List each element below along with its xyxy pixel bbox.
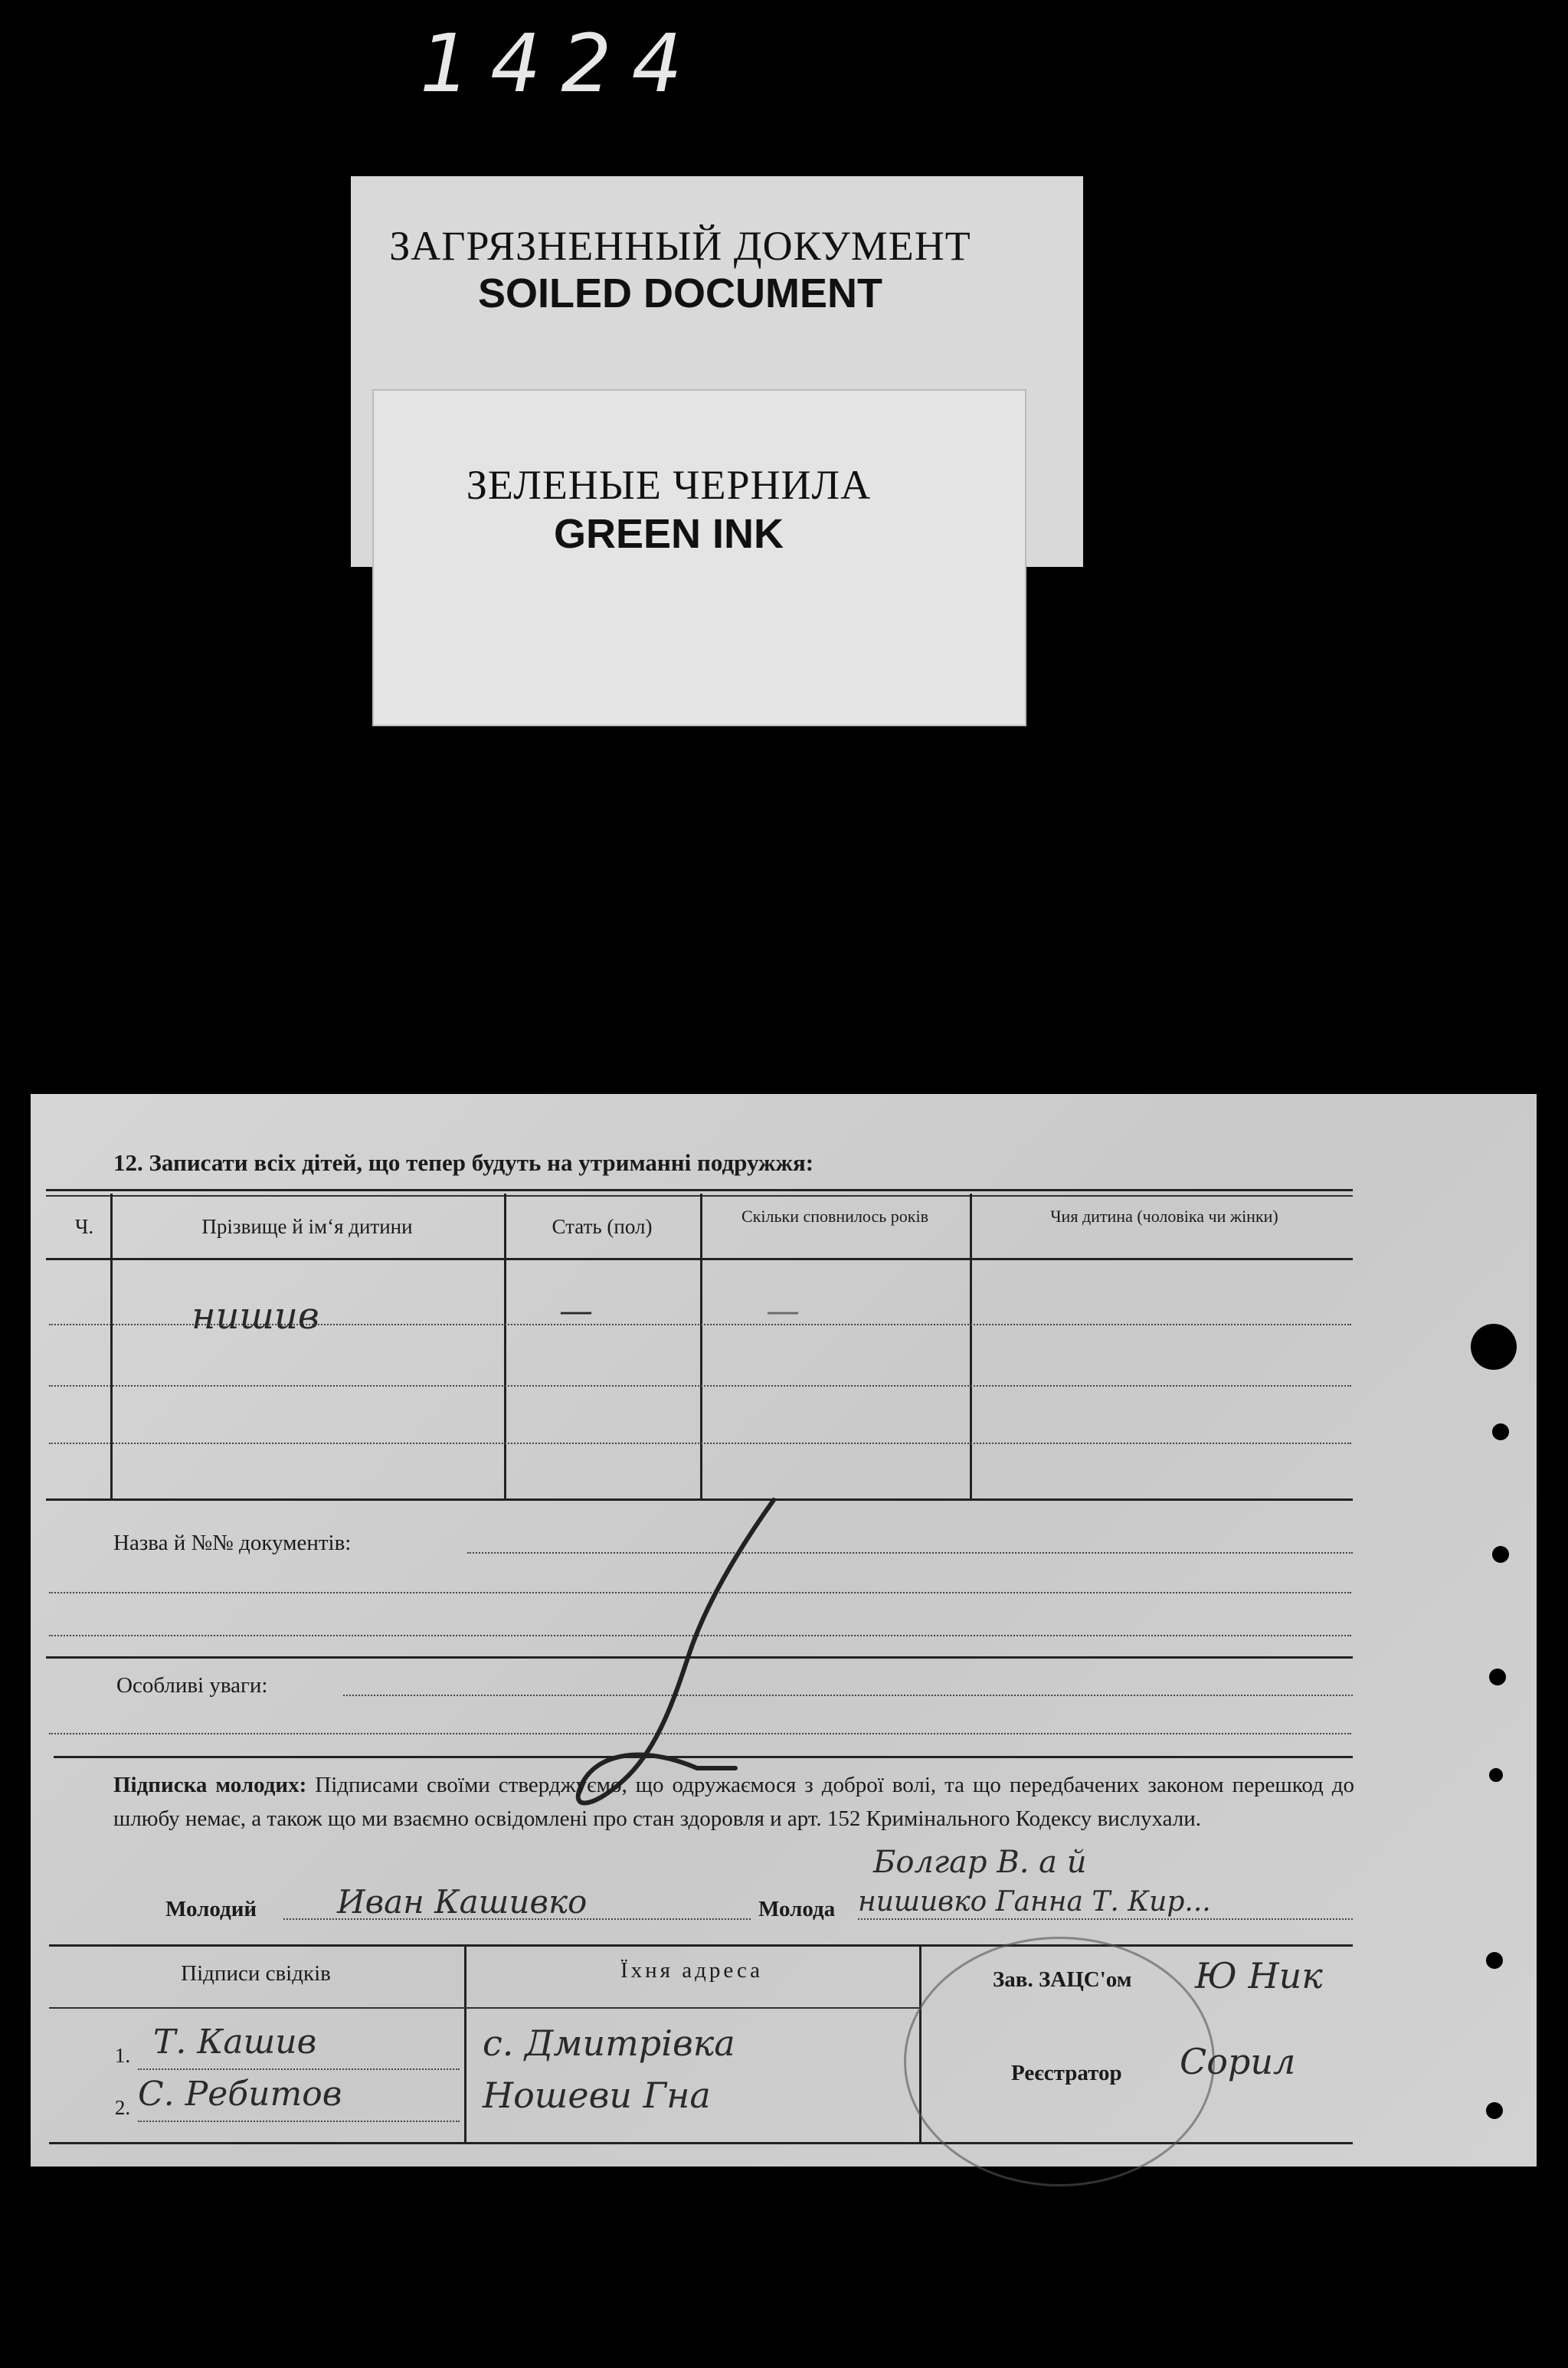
soiled-label-ru: ЗАГРЯЗНЕННЫЙ ДОКУМЕНТ — [389, 223, 971, 269]
witness-2-signature: С. Ребитов — [138, 2075, 342, 2114]
witness-header: Підписи свідків — [181, 1961, 331, 1986]
bride-label: Молода — [758, 1897, 836, 1921]
binding-hole — [1489, 1768, 1503, 1782]
green-ink-label — [374, 391, 1025, 725]
table-col-divider — [700, 1194, 702, 1498]
witness-1-address: с. Дмитрівка — [483, 2022, 735, 2064]
green-label-ru: ЗЕЛЕНЫЕ ЧЕРНИЛА — [466, 462, 872, 508]
col-header-sex: Стать (пол) — [552, 1215, 653, 1238]
table-row-rule — [49, 1385, 1351, 1387]
registrar-signature: Сорил — [1180, 2041, 1296, 2082]
col-header-whose: Чия дитина (чоловіка чи жінки) — [1050, 1207, 1278, 1226]
head-signature: Ю Ник — [1195, 1955, 1323, 1996]
section-title: 12. Записати всіх дітей, що тепер будуть на утриманні подружжя: — [113, 1149, 814, 1176]
table-row-rule — [49, 1443, 1351, 1444]
child-sex-handwritten: — — [559, 1292, 593, 1331]
head-label: Зав. ЗАЦС'ом — [993, 1967, 1132, 1992]
table-col-divider — [970, 1194, 972, 1498]
documents-label: Назва й №№ документів: — [113, 1531, 352, 1555]
table-col-divider — [110, 1194, 113, 1498]
witness-col-divider — [464, 1946, 466, 2144]
notes-line — [343, 1695, 1353, 1696]
witness-header-rule — [49, 2007, 919, 2009]
registrar-label: Реєстратор — [1011, 2061, 1122, 2085]
bride-signature-top: Болгар В. а й — [873, 1845, 1087, 1880]
binding-hole — [1492, 1423, 1509, 1440]
binding-hole — [1486, 1952, 1503, 1969]
table-header-rule — [46, 1258, 1353, 1260]
notes-label: Особливі уваги: — [116, 1673, 268, 1698]
bride-signature: нишивко Ганна Т. Кир... — [858, 1886, 1211, 1918]
witness-1-signature: Т. Кашив — [153, 2022, 317, 2062]
witness-1-line — [138, 2068, 460, 2070]
col-header-age: Скільки сповнилось років — [741, 1207, 928, 1226]
child-age-handwritten: — — [766, 1292, 800, 1331]
witness-1-number: 1. — [114, 2044, 131, 2067]
binding-hole-large — [1471, 1324, 1517, 1370]
archive-number: 1424 — [420, 17, 702, 110]
statement-paragraph — [113, 1768, 1354, 1836]
soiled-label-en: SOILED DOCUMENT — [477, 270, 882, 316]
col-header-num: Ч. — [74, 1215, 94, 1238]
groom-signature: Иван Кашивко — [337, 1883, 588, 1921]
table-top-rule-2 — [46, 1195, 1353, 1197]
statement-lead: Підписка молодих: — [113, 1773, 307, 1797]
table-col-divider — [504, 1194, 506, 1498]
green-label-en: GREEN INK — [553, 511, 784, 557]
witness-table-top-rule — [49, 1944, 1353, 1947]
col-header-name: Прізвище й ім‘я дитини — [201, 1215, 413, 1238]
binding-hole — [1489, 1669, 1506, 1685]
witness-2-number: 2. — [114, 2096, 131, 2119]
binding-hole — [1492, 1546, 1509, 1563]
table-top-rule — [46, 1189, 1353, 1191]
witness-2-line — [138, 2121, 460, 2122]
marriage-record-form — [31, 1094, 1537, 2167]
statement-text: Підписами своїми стверджуємо, що одружаємося з доброї волі, та що передбачених законом перешкод до шлюбу немає, а також що ми взаємно освідомлені про стан здоровля и арт. 152 Кримінального Кодексу вислухали. — [113, 1773, 1355, 1831]
child-name-handwritten: нишив — [191, 1295, 319, 1338]
binding-hole — [1486, 2102, 1503, 2119]
groom-label: Молодий — [165, 1897, 257, 1921]
witness-2-address: Ношеви Гна — [483, 2075, 711, 2116]
bride-line — [858, 1918, 1353, 1920]
address-header: Їхня адреса — [620, 1958, 764, 1983]
